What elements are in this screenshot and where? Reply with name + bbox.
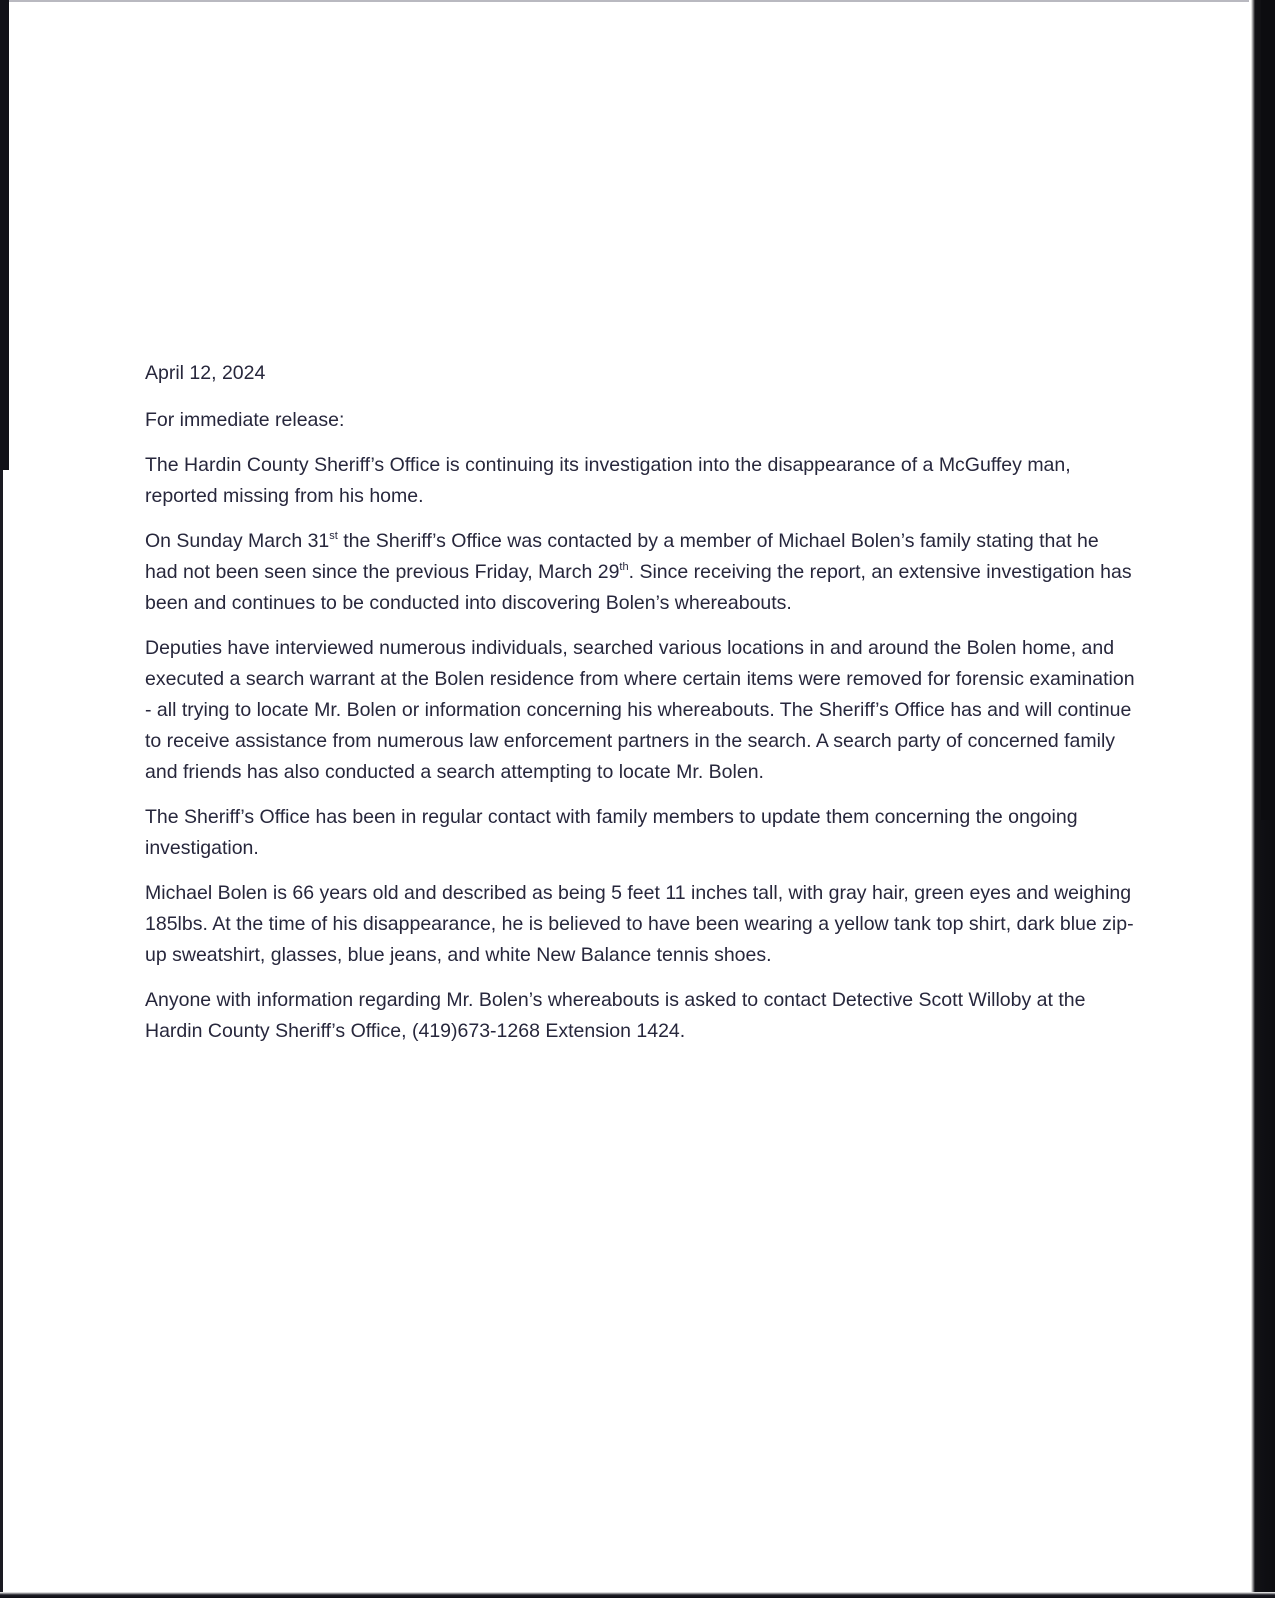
press-release-body xyxy=(145,358,1135,1061)
scan-bottom-edge xyxy=(0,1592,1275,1598)
paragraph-search-efforts: Deputies have interviewed numerous individuals, searched various locations in and around the Bolen home, and executed a search warrant at the Bolen residence from where certain items were removed for forensic examination - all trying to locate Mr. Bolen or information concerning his whereabouts. The Sheriff’s Office has and will continue to receive assistance from numerous law enforcement partners in the search. A search party of concerned family and friends has also conducted a search attempting to locate Mr. Bolen. xyxy=(145,637,1135,783)
scan-top-edge xyxy=(0,0,1275,2)
p2-sup1: st xyxy=(329,530,338,542)
paragraph-description: Michael Bolen is 66 years old and described as being 5 feet 11 inches tall, with gray hair, green eyes and weighing 185lbs. At the time of his disappearance, he is believed to have been wearing a yellow tank top shirt, dark blue zip-up sweatshirt, glasses, blue jeans, and white New Balance tennis shoes. xyxy=(145,882,1134,966)
p2-part3: . Since receiving the report, an extensive investigation has been and continues to be conducted into discovering Bolen’s whereabouts. xyxy=(145,561,1132,614)
p2-part2: the Sheriff’s Office was contacted by a member of Michael Bolen’s family stating that he had not been seen since the previous Friday, March 29 xyxy=(145,530,1099,583)
paragraph-family-contact: The Sheriff’s Office has been in regular contact with family members to update them concerning the ongoing investigation. xyxy=(145,806,1078,859)
scan-left-edge-thin xyxy=(0,470,3,1598)
scan-right-edge-upper xyxy=(1261,0,1275,820)
p2-sup2: th xyxy=(619,561,629,573)
paragraph-contact-info: Anyone with information regarding Mr. Bolen’s whereabouts is asked to contact Detective Scott Willoby at the Hardin County Sheriff’s Office, (419)673-1268 Extension 1424. xyxy=(145,989,1086,1042)
p2-part1: On Sunday March 31 xyxy=(145,530,330,552)
release-date: April 12, 2024 xyxy=(145,362,266,384)
scan-left-edge xyxy=(0,0,9,470)
paragraph-investigation-intro: The Hardin County Sheriff’s Office is continuing its investigation into the disappearance of a McGuffey man, reported missing from his home. xyxy=(145,454,1071,507)
release-label: For immediate release: xyxy=(145,409,345,431)
paragraph-report-details xyxy=(145,526,1135,619)
